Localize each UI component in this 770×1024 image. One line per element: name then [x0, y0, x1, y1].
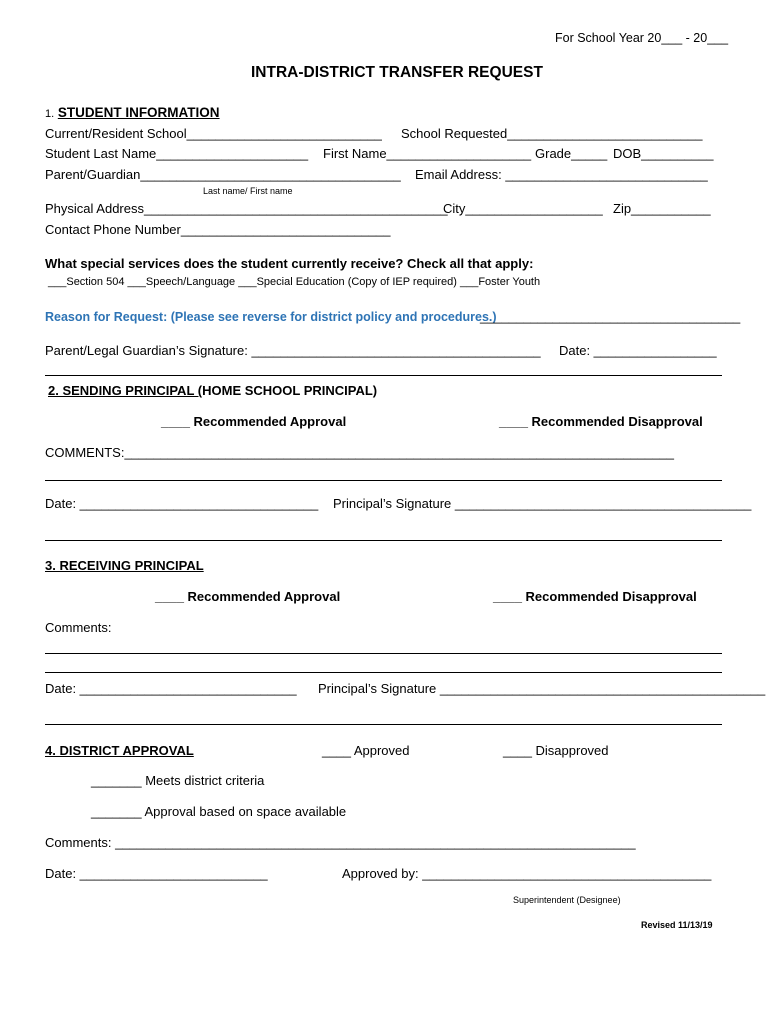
section2-subtitle: HOME SCHOOL PRINCIPAL): [202, 383, 378, 398]
school-year-field: For School Year 20___ - 20___: [555, 31, 729, 45]
dob-field[interactable]: DOB__________: [613, 146, 714, 161]
student-last-name-field[interactable]: Student Last Name_____________________: [45, 146, 309, 161]
contact-phone-field[interactable]: Contact Phone Number_____________________________: [45, 222, 391, 237]
reason-field[interactable]: ____________________________________: [480, 309, 741, 324]
email-field[interactable]: Email Address: ____________________________: [415, 167, 708, 182]
zip-field[interactable]: Zip___________: [613, 201, 711, 216]
superintendent-caption: Superintendent (Designee): [513, 895, 621, 905]
school-requested-field[interactable]: School Requested___________________________: [401, 126, 703, 141]
name-format-note: Last name/ First name: [203, 186, 293, 196]
section-divider: [45, 375, 722, 376]
comment-line[interactable]: [45, 653, 722, 654]
approved-by-field[interactable]: Approved by: ________________________________________: [342, 866, 712, 881]
meets-criteria-option[interactable]: _______ Meets district criteria: [91, 773, 265, 788]
section2-approval-option[interactable]: ____ Recommended Approval: [161, 414, 347, 429]
section3-date-field[interactable]: Date: ______________________________: [45, 681, 297, 696]
section4-date-field[interactable]: Date: __________________________: [45, 866, 268, 881]
section-divider: [45, 540, 722, 541]
section1-title: STUDENT INFORMATION: [57, 105, 220, 120]
section2-title: 2. SENDING PRINCIPAL (: [48, 383, 203, 398]
services-question: What special services does the student currently receive? Check all that apply:: [45, 256, 534, 271]
disapproved-option[interactable]: ____ Disapproved: [503, 743, 609, 758]
section2-date-field[interactable]: Date: _________________________________: [45, 496, 319, 511]
section3-approval-option[interactable]: ____ Recommended Approval: [155, 589, 341, 604]
comment-line[interactable]: [45, 480, 722, 481]
section2-principal-signature-field[interactable]: Principal’s Signature _________________________________________: [333, 496, 752, 511]
reason-label: Reason for Request: (Please see reverse for district policy and procedures.): [45, 310, 497, 324]
revision-date: Revised 11/13/19: [641, 920, 713, 930]
city-field[interactable]: City___________________: [443, 201, 603, 216]
section1-heading: [45, 105, 220, 120]
guardian-signature-field[interactable]: Parent/Legal Guardian’s Signature: ________________________________________: [45, 343, 541, 358]
form-title: INTRA-DISTRICT TRANSFER REQUEST: [251, 64, 543, 81]
guardian-date-field[interactable]: Date: _________________: [559, 343, 717, 358]
section3-comments-label: Comments:: [45, 620, 112, 635]
section-divider: [45, 724, 722, 725]
section2-comments-field[interactable]: COMMENTS:____________________________________________________________________________: [45, 445, 674, 460]
section1-number: 1.: [45, 108, 55, 120]
parent-guardian-field[interactable]: Parent/Guardian____________________________________: [45, 167, 401, 182]
first-name-field[interactable]: First Name____________________: [323, 146, 532, 161]
physical-address-field[interactable]: Physical Address__________________________________________: [45, 201, 448, 216]
space-available-option[interactable]: _______ Approval based on space available: [91, 804, 347, 819]
approved-option[interactable]: ____ Approved: [322, 743, 410, 758]
section4-heading: 4. DISTRICT APPROVAL: [45, 743, 194, 758]
section3-principal-signature-field[interactable]: Principal’s Signature _____________________________________________: [318, 681, 766, 696]
current-school-field[interactable]: Current/Resident School___________________________: [45, 126, 382, 141]
section2-disapproval-option[interactable]: ____ Recommended Disapproval: [499, 414, 703, 429]
section2-heading: [48, 383, 377, 398]
services-options[interactable]: ___Section 504 ___Speech/Language ___Special Education (Copy of IEP required) ___Foster Youth: [48, 276, 541, 288]
grade-field[interactable]: Grade_____: [535, 146, 608, 161]
section3-heading: 3. RECEIVING PRINCIPAL: [45, 558, 204, 573]
section4-comments-field[interactable]: Comments: ________________________________________________________________________: [45, 835, 636, 850]
section3-disapproval-option[interactable]: ____ Recommended Disapproval: [493, 589, 697, 604]
comment-line[interactable]: [45, 672, 722, 673]
